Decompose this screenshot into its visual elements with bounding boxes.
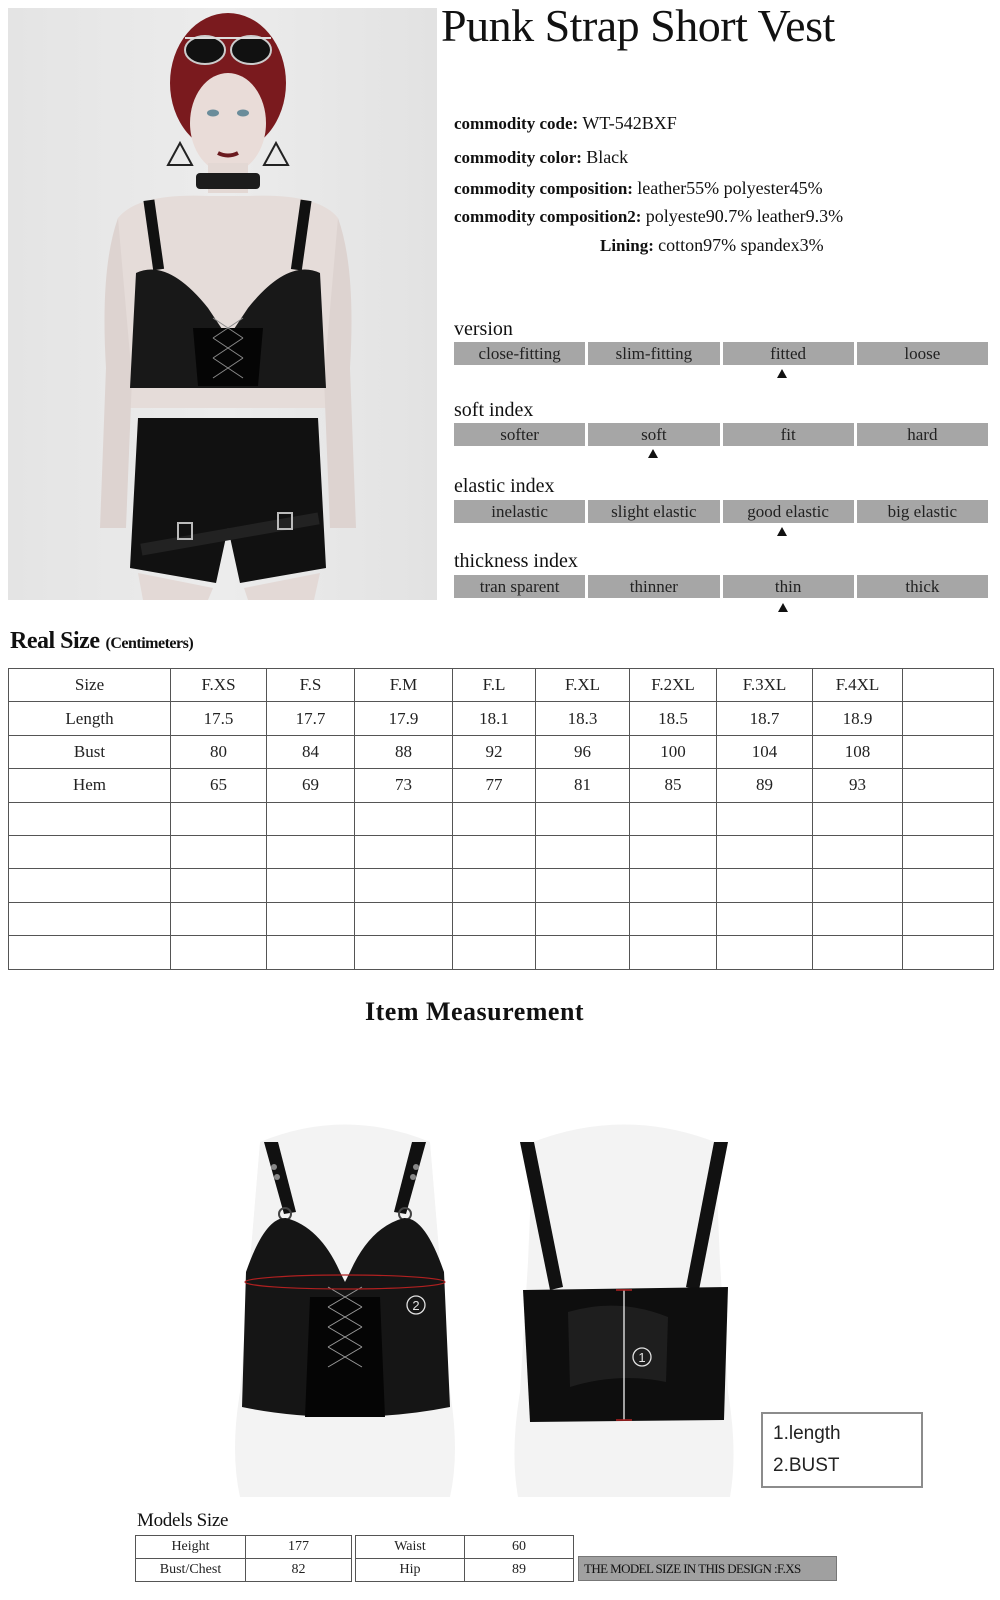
row-label: Length bbox=[9, 702, 171, 735]
version-label: version bbox=[454, 318, 513, 340]
soft-index-option: hard bbox=[857, 423, 988, 446]
triangle-up-icon bbox=[778, 603, 788, 612]
row-label: Hip bbox=[356, 1559, 465, 1582]
table-cell: 65 bbox=[171, 769, 267, 802]
measurement-legend bbox=[761, 1412, 923, 1488]
table-cell bbox=[903, 835, 994, 868]
table-header-cell: F.L bbox=[453, 669, 536, 702]
triangle-up-icon bbox=[777, 527, 787, 536]
item-measurement-title: Item Measurement bbox=[365, 997, 585, 1026]
spec-commodity-color bbox=[454, 146, 628, 169]
table-cell bbox=[630, 802, 717, 835]
row-label: Hem bbox=[9, 769, 171, 802]
table-cell: 85 bbox=[630, 769, 717, 802]
elastic-index-label: elastic index bbox=[454, 475, 555, 497]
table-cell: 89 bbox=[717, 769, 813, 802]
triangle-up-icon bbox=[648, 449, 658, 458]
spec-value: polyeste90.7% leather9.3% bbox=[645, 206, 844, 226]
legend-item-length: 1.length bbox=[773, 1423, 841, 1444]
thickness-index-option: tran sparent bbox=[454, 575, 585, 598]
table-cell bbox=[9, 936, 171, 969]
spec-value: WT-542BXF bbox=[582, 113, 677, 133]
elastic-index-option: big elastic bbox=[857, 500, 988, 523]
table-header-cell: F.2XL bbox=[630, 669, 717, 702]
elastic-index-option: slight elastic bbox=[588, 500, 719, 523]
table-cell bbox=[903, 802, 994, 835]
table-cell: 18.3 bbox=[536, 702, 630, 735]
table-row-empty bbox=[9, 936, 994, 969]
vest-back-illustration bbox=[508, 1122, 740, 1497]
table-cell bbox=[903, 735, 994, 768]
table-cell bbox=[171, 835, 267, 868]
spec-key: commodity code: bbox=[454, 114, 579, 133]
version-option-selected: fitted bbox=[723, 342, 854, 365]
spec-key: commodity composition: bbox=[454, 179, 633, 198]
elastic-index-option: inelastic bbox=[454, 500, 585, 523]
table-cell bbox=[267, 936, 355, 969]
elastic-index-bar bbox=[454, 500, 988, 523]
row-label: Waist bbox=[356, 1536, 465, 1559]
table-cell bbox=[355, 869, 453, 902]
spec-value: leather55% polyester45% bbox=[637, 178, 823, 198]
table-cell bbox=[903, 869, 994, 902]
version-bar bbox=[454, 342, 988, 365]
real-size-table bbox=[8, 668, 994, 970]
table-cell bbox=[171, 802, 267, 835]
table-row-empty bbox=[9, 802, 994, 835]
table-cell bbox=[536, 802, 630, 835]
table-cell bbox=[453, 802, 536, 835]
vest-front-illustration bbox=[230, 1122, 460, 1497]
table-cell: 77 bbox=[453, 769, 536, 802]
spec-lining bbox=[600, 234, 824, 257]
product-title: Punk Strap Short Vest bbox=[441, 0, 835, 51]
table-row bbox=[356, 1536, 574, 1559]
table-header-cell: F.4XL bbox=[813, 669, 903, 702]
table-cell: 88 bbox=[355, 735, 453, 768]
table-cell bbox=[355, 835, 453, 868]
table-cell bbox=[630, 869, 717, 902]
table-cell bbox=[9, 869, 171, 902]
thickness-index-option-selected: thin bbox=[723, 575, 854, 598]
table-cell bbox=[9, 902, 171, 935]
table-cell bbox=[717, 902, 813, 935]
table-cell: 73 bbox=[355, 769, 453, 802]
table-cell: 108 bbox=[813, 735, 903, 768]
table-cell: 100 bbox=[630, 735, 717, 768]
table-cell bbox=[355, 936, 453, 969]
table-cell bbox=[813, 835, 903, 868]
thickness-index-option: thick bbox=[857, 575, 988, 598]
table-cell: 18.5 bbox=[630, 702, 717, 735]
spec-key: Lining: bbox=[600, 236, 654, 255]
spec-key: commodity composition2: bbox=[454, 207, 642, 226]
table-cell bbox=[453, 936, 536, 969]
table-cell: 17.9 bbox=[355, 702, 453, 735]
models-size-table-left bbox=[135, 1535, 352, 1582]
table-cell bbox=[9, 802, 171, 835]
table-cell: 81 bbox=[536, 769, 630, 802]
table-cell bbox=[630, 835, 717, 868]
table-cell: 17.7 bbox=[267, 702, 355, 735]
model-illustration bbox=[8, 8, 437, 600]
table-cell bbox=[813, 902, 903, 935]
table-cell: 18.1 bbox=[453, 702, 536, 735]
table-cell: 69 bbox=[267, 769, 355, 802]
real-size-unit: (Centimeters) bbox=[105, 635, 194, 652]
garment-front-image bbox=[230, 1122, 460, 1497]
table-cell: 18.7 bbox=[717, 702, 813, 735]
version-option: loose bbox=[857, 342, 988, 365]
table-cell bbox=[630, 936, 717, 969]
table-cell: 93 bbox=[813, 769, 903, 802]
soft-index-option-selected: soft bbox=[588, 423, 719, 446]
table-header-row bbox=[9, 669, 994, 702]
row-label: Bust/Chest bbox=[136, 1559, 246, 1582]
table-cell bbox=[267, 902, 355, 935]
table-cell: 82 bbox=[246, 1559, 352, 1582]
elastic-index-option-selected: good elastic bbox=[723, 500, 854, 523]
table-cell bbox=[9, 835, 171, 868]
models-size-title: Models Size bbox=[137, 1510, 229, 1531]
spec-value: Black bbox=[586, 147, 629, 167]
table-header-cell: Size bbox=[9, 669, 171, 702]
row-label: Bust bbox=[9, 735, 171, 768]
thickness-index-bar bbox=[454, 575, 988, 598]
spec-value: cotton97% spandex3% bbox=[658, 235, 824, 255]
table-cell: 177 bbox=[246, 1536, 352, 1559]
table-cell: 92 bbox=[453, 735, 536, 768]
table-row-empty bbox=[9, 869, 994, 902]
soft-index-label: soft index bbox=[454, 399, 534, 421]
table-cell: 104 bbox=[717, 735, 813, 768]
real-size-title bbox=[10, 628, 193, 655]
table-cell bbox=[903, 936, 994, 969]
svg-text:1: 1 bbox=[638, 1350, 646, 1365]
table-cell bbox=[717, 869, 813, 902]
table-header-cell: F.XS bbox=[171, 669, 267, 702]
model-size-note: THE MODEL SIZE IN THIS DESIGN :F.XS bbox=[578, 1556, 837, 1581]
table-cell bbox=[355, 902, 453, 935]
table-cell: 84 bbox=[267, 735, 355, 768]
table-cell bbox=[536, 936, 630, 969]
table-cell bbox=[453, 902, 536, 935]
table-cell bbox=[813, 802, 903, 835]
table-cell bbox=[267, 835, 355, 868]
table-cell bbox=[453, 869, 536, 902]
table-cell bbox=[813, 869, 903, 902]
table-row bbox=[136, 1536, 352, 1559]
table-cell: 18.9 bbox=[813, 702, 903, 735]
table-cell: 89 bbox=[465, 1559, 574, 1582]
models-size-table-right bbox=[355, 1535, 574, 1582]
table-header-cell: F.XL bbox=[536, 669, 630, 702]
garment-back-image bbox=[508, 1122, 740, 1497]
table-cell bbox=[536, 835, 630, 868]
table-row bbox=[9, 769, 994, 802]
spec-commodity-composition bbox=[454, 177, 823, 200]
triangle-up-icon bbox=[777, 369, 787, 378]
table-row bbox=[9, 702, 994, 735]
soft-index-option: softer bbox=[454, 423, 585, 446]
table-header-cell: F.S bbox=[267, 669, 355, 702]
spec-commodity-code bbox=[454, 112, 677, 135]
table-row-empty bbox=[9, 835, 994, 868]
spec-commodity-composition2 bbox=[454, 205, 843, 228]
table-cell bbox=[630, 902, 717, 935]
soft-index-bar bbox=[454, 423, 988, 446]
table-header-cell: F.M bbox=[355, 669, 453, 702]
table-cell bbox=[171, 936, 267, 969]
table-cell bbox=[536, 902, 630, 935]
table-cell bbox=[903, 702, 994, 735]
version-option: slim-fitting bbox=[588, 342, 719, 365]
table-cell bbox=[267, 802, 355, 835]
table-cell bbox=[355, 802, 453, 835]
table-cell bbox=[453, 835, 536, 868]
table-cell bbox=[171, 902, 267, 935]
table-cell bbox=[267, 869, 355, 902]
table-cell bbox=[903, 902, 994, 935]
table-header-cell: F.3XL bbox=[717, 669, 813, 702]
real-size-heading: Real Size bbox=[10, 628, 100, 654]
model-photo bbox=[8, 8, 437, 600]
soft-index-option: fit bbox=[723, 423, 854, 446]
table-cell bbox=[717, 835, 813, 868]
table-row-empty bbox=[9, 902, 994, 935]
table-cell: 80 bbox=[171, 735, 267, 768]
spec-key: commodity color: bbox=[454, 148, 582, 167]
legend-item-bust: 2.BUST bbox=[773, 1455, 840, 1476]
version-option: close-fitting bbox=[454, 342, 585, 365]
table-cell bbox=[903, 769, 994, 802]
thickness-index-option: thinner bbox=[588, 575, 719, 598]
table-cell bbox=[813, 936, 903, 969]
table-row bbox=[9, 735, 994, 768]
table-row bbox=[136, 1559, 352, 1582]
table-row bbox=[356, 1559, 574, 1582]
table-header-cell bbox=[903, 669, 994, 702]
table-cell bbox=[717, 802, 813, 835]
thickness-index-label: thickness index bbox=[454, 550, 578, 572]
table-cell bbox=[171, 869, 267, 902]
table-cell bbox=[536, 869, 630, 902]
table-cell: 60 bbox=[465, 1536, 574, 1559]
svg-text:2: 2 bbox=[412, 1298, 420, 1313]
table-cell bbox=[717, 936, 813, 969]
table-cell: 96 bbox=[536, 735, 630, 768]
table-cell: 17.5 bbox=[171, 702, 267, 735]
row-label: Height bbox=[136, 1536, 246, 1559]
